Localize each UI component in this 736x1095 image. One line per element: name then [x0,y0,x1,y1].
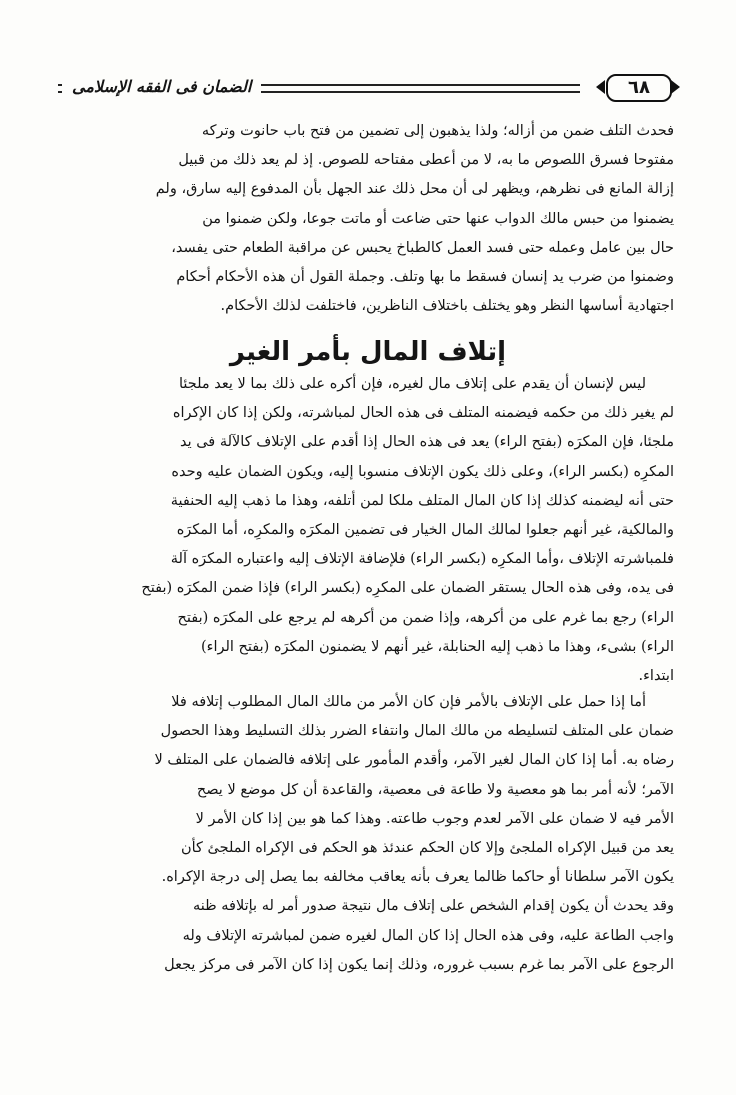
text-line: حتى أنه ليضمنه كذلك إذا كان المال المتلف ملكا لمن أتلفه، وهذا ما ذهب إليه الحنفية [170,492,674,509]
text-line: ضمان على المتلف لتسليطه من مالك المال وانتفاء الضرر بذلك التسليط وهذا الحصول [160,723,674,740]
text-line: الرجوع على الآمر بما غرم بسبب غروره، وذلك إنما يكون إذا كان الآمر فى مركز يجعل [164,956,674,973]
text-line: المكرِه (بكسر الراء)، وعلى ذلك يكون الإتلاف منسوبا إليه، ويكون الضمان عليه وحده [171,463,674,480]
paragraph-2 [62,370,674,691]
arrow-left-icon [596,80,605,94]
text-line: حال بين عامل وعمله حتى فسد العمل كالطباخ يحبس عن مراقبة الطعام حتى يفسد، [171,239,674,256]
text-line: الآمر؛ لأنه أمر بما هو معصية ولا طاعة فى معصية، والقاعدة أن كل موضع لا يصح [196,781,674,798]
text-line: الأمر فيه لا ضمان على الآمر لعدم وجوب طاعته. وهذا كما هو بين إذا كان الأمر لا [195,810,674,827]
page-number: ٦٨ [606,74,672,102]
text-line: الراء) رجع بما غرم على من أكرهه، وإذا ضمن من أكرهه لم يرجع على المكرَه (بفتح [177,609,674,626]
text-line: وضمنوا من ضرب يد إنسان فسقط ما بها وتلف. وجملة القول أن هذه الأحكام أحكام [176,269,674,286]
arrow-right-icon [671,80,680,94]
text-line: فلمباشرته الإتلاف ،وأما المكرِه (بكسر الراء) فلإضافة الإتلاف إليه واعتباره المكرَه آلة [170,551,674,568]
paragraph-1 [62,117,674,321]
running-header [58,74,680,110]
text-line: لم يغير ذلك من حكمه فيضمنه المتلف فى هذه الحال لمباشرته، ولكن إذا كان الإكراه [172,405,674,422]
text-line: الراء) بشىء، وهذا ما ذهب إليه الحنابلة، غير أنهم لا يضمنون المكرَه (بفتح الراء) [200,638,674,655]
text-line: رضاه به. أما إذا كان المال لغير الآمر، وأقدم المأمور على إتلافه فالضمان على المتلف لا [154,752,674,769]
text-line: فحدث التلف ضمن من أزاله؛ ولذا يذهبون إلى تضمين من فتح باب حانوت وتركه [201,123,674,139]
text-line: وقد يحدث أن يكون إقدام الشخص على إتلاف مال نتيجة صدور أمر له بإتلافه ظنه [192,898,674,915]
text-line: فى يده، وفى هذه الحال يستقر الضمان على المكرِه (بكسر الراء) فإذا ضمن المكرَه (بفتح [141,580,674,597]
text-line: واجب الطاعة عليه، وفى هذه الحال إذا كان المال لغيره ضمن لمباشرته الإتلاف وله [182,927,674,944]
text-line: يعد من قبيل الإكراه الملجئ وإلا كان الحكم عندئذ هو الحكم فى الإكراه الملجئ كأن [180,840,674,857]
text-line: والمالكية، غير أنهم جعلوا لمالك المال الخيار فى تضمين المكرَه والمكرِه، أما المكرَه [176,522,674,539]
text-line: مفتوحا فسرق اللصوص ما به، لا من أعطى مفتاحه للصوص. إذ لم يعد ذلك من قبيل [178,152,674,169]
text-line: ابتداء. [638,668,674,685]
text-line: يكون الآمر سلطانا أو حاكما ظالما يعرف بأنه يعاقب مخالفه بما يصل إلى درجة الإكراه. [161,869,674,886]
text-line: اجتهادية أساسها النظر وهو يختلف باختلاف الناظرين، فاختلفت لذلك الأحكام. [220,298,674,315]
text-line: أما إذا حمل على الإتلاف بالأمر فإن كان الأمر من مالك المال المطلوب إتلافه فلا [171,694,646,710]
text-line: إزالة المانع فى نظرهم، ويظهر لى أن محل ذلك عند الجهل بأن المدفوع إليه سارق، ولم [155,181,674,198]
section-heading: إتلاف المال بأمر الغير [229,337,507,367]
text-line: ملجئا، فإن المكرَه (بفتح الراء) يعد فى هذه الحال إذا أقدم على الإتلاف كالآلة فى يد [179,434,674,451]
text-line: ليس لإنسان أن يقدم على إتلاف مال لغيره، فإن أكره على ذلك بما لا يعد ملجئا [178,376,646,392]
paragraph-3 [62,688,674,980]
book-title: الضمان فى الفقه الإسلامى [62,74,261,100]
text-line: يضمنوا من حبس مالك الدواب عنها حتى ضاعت أو ماتت جوعا، ولكن ضمنوا من [202,210,674,227]
